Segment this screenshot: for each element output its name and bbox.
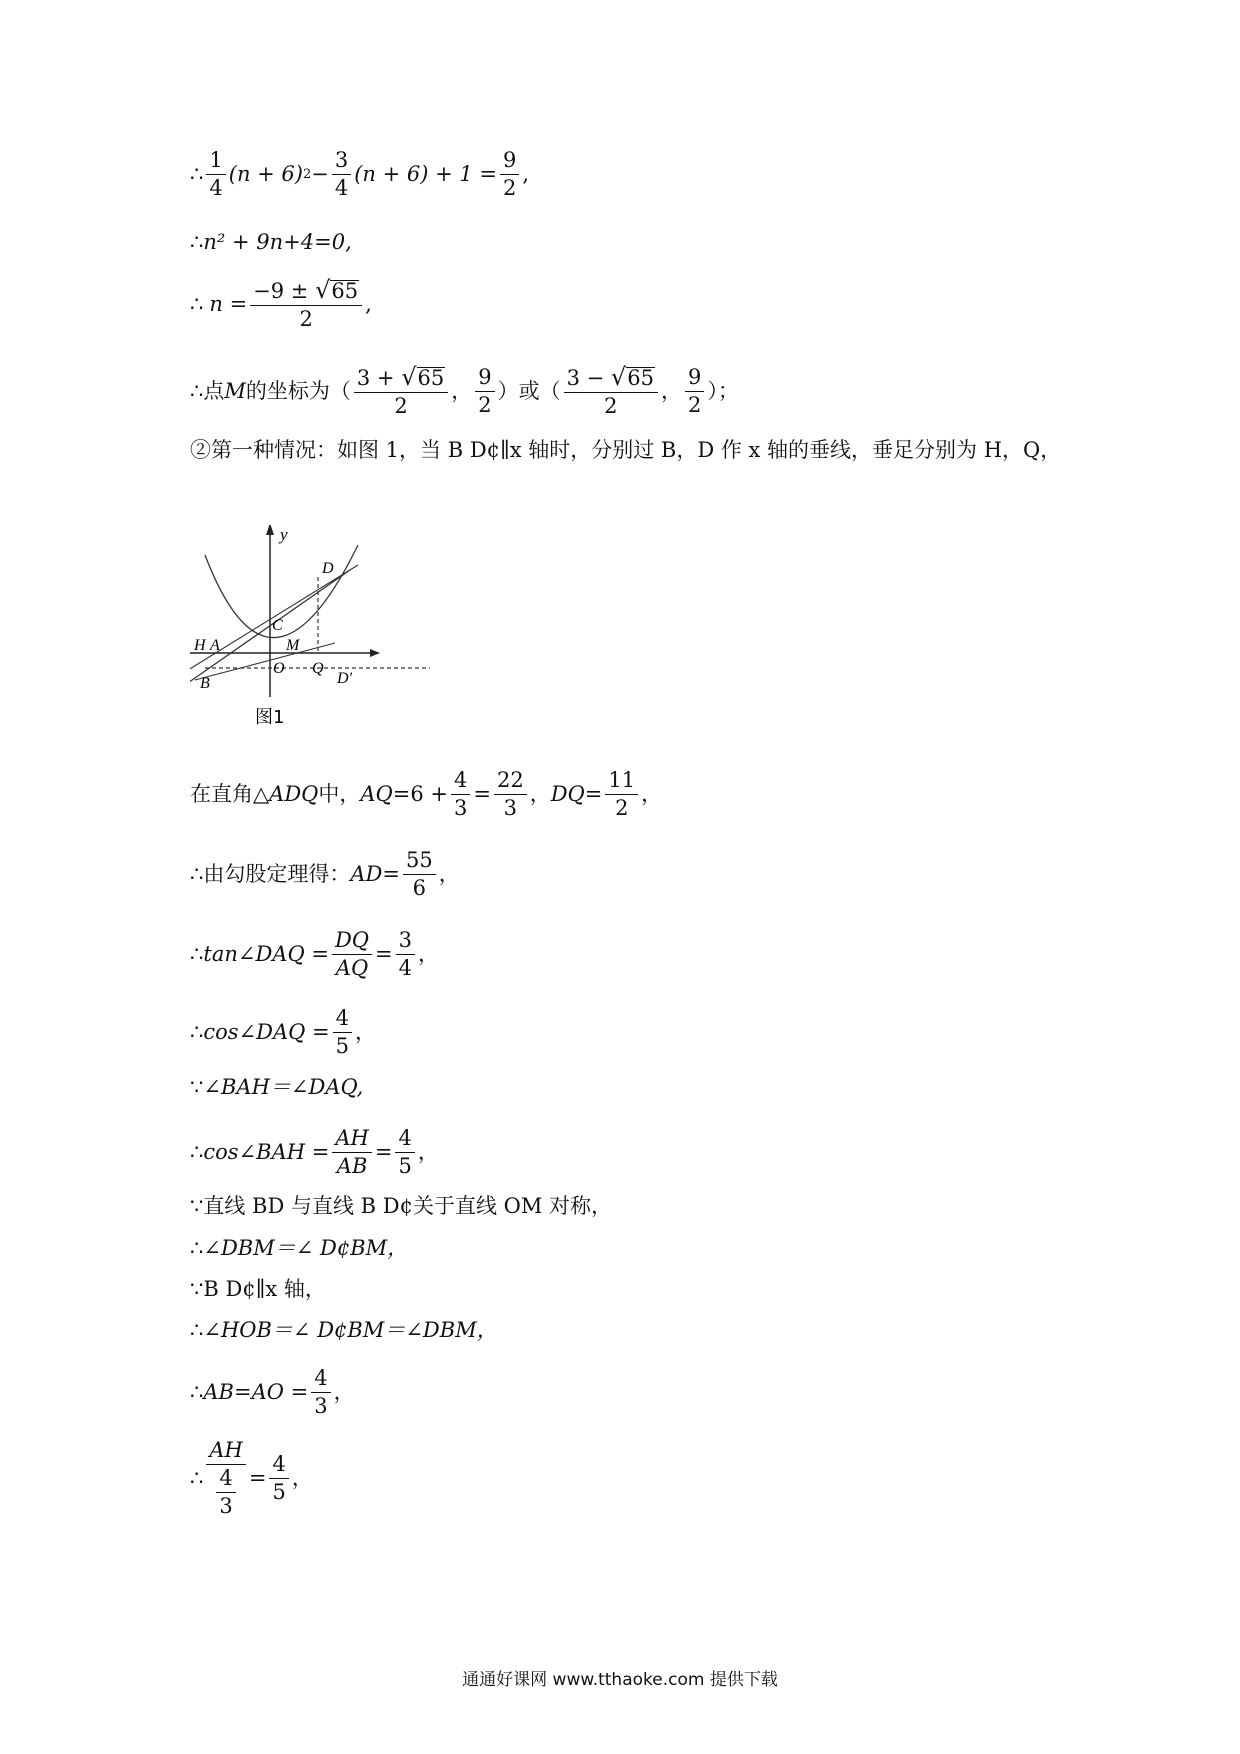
denominator: 5 bbox=[272, 1480, 286, 1504]
label-m: M bbox=[286, 637, 300, 654]
lhs: n = bbox=[209, 291, 248, 316]
fraction bbox=[250, 278, 362, 330]
fraction bbox=[500, 150, 519, 199]
denominator: 3 bbox=[314, 1394, 328, 1418]
text: =6 + bbox=[392, 782, 448, 806]
figure-caption: 图1 bbox=[255, 707, 285, 728]
therefore-symbol: ∴ bbox=[190, 230, 204, 254]
fraction bbox=[475, 364, 494, 417]
term: (n + 6) + 1 = bbox=[354, 162, 498, 186]
punctuation: , bbox=[522, 162, 530, 186]
therefore-symbol: ∴ bbox=[190, 1466, 204, 1490]
fraction bbox=[685, 364, 704, 417]
therefore-symbol: ∴ bbox=[190, 291, 204, 316]
numerator: 4 bbox=[311, 1368, 330, 1393]
therefore-symbol: ∴ bbox=[190, 1318, 204, 1342]
numerator: 3 bbox=[332, 150, 351, 175]
text: 中， bbox=[318, 782, 361, 806]
equation-8 bbox=[190, 1008, 376, 1057]
exponent: 2 bbox=[302, 167, 312, 182]
text: ）或（ bbox=[497, 378, 561, 403]
denominator: 2 bbox=[503, 176, 517, 200]
numerator: 9 bbox=[475, 367, 494, 392]
label-q: Q bbox=[312, 660, 324, 677]
therefore-symbol: ∴ bbox=[190, 162, 204, 186]
punctuation: ， bbox=[417, 1140, 439, 1164]
graph-diagram bbox=[190, 525, 440, 730]
denominator: AB bbox=[336, 1154, 368, 1178]
denominator: 2 bbox=[478, 392, 492, 417]
text: B D¢∥x 轴， bbox=[203, 1277, 326, 1301]
radicand: 65 bbox=[417, 366, 445, 390]
segment-label: AD bbox=[350, 862, 383, 886]
fraction bbox=[403, 850, 436, 899]
equation-4 bbox=[190, 365, 739, 417]
fraction bbox=[206, 150, 225, 199]
equation-6 bbox=[190, 850, 460, 899]
label-y: y bbox=[280, 525, 288, 544]
numerator: 4 bbox=[451, 770, 470, 795]
segment-label: AQ bbox=[360, 782, 393, 806]
text: = bbox=[382, 862, 400, 886]
fraction bbox=[332, 1128, 371, 1177]
punctuation: ， bbox=[291, 1466, 313, 1490]
label-o: O bbox=[273, 660, 285, 677]
case-2-description bbox=[190, 440, 1061, 461]
punctuation: ， bbox=[529, 782, 551, 806]
punctuation: ， bbox=[355, 1020, 377, 1044]
denominator: 2 bbox=[299, 307, 313, 331]
label-d-prime: D' bbox=[337, 670, 352, 687]
denominator: 2 bbox=[687, 392, 702, 417]
text: = bbox=[374, 1140, 393, 1164]
punctuation: ， bbox=[641, 782, 663, 806]
fraction bbox=[494, 770, 527, 819]
label-d: D bbox=[322, 560, 334, 577]
fraction bbox=[311, 1368, 330, 1417]
lhs: cos∠BAH = bbox=[203, 1140, 330, 1164]
therefore-symbol: ∴ bbox=[190, 1140, 204, 1164]
numerator: 4 bbox=[395, 1128, 414, 1153]
segment-label: DQ bbox=[550, 782, 585, 806]
fraction bbox=[396, 930, 415, 979]
numerator: 11 bbox=[605, 770, 638, 795]
therefore-symbol: ∴ bbox=[190, 1380, 204, 1404]
text: = bbox=[248, 1466, 267, 1490]
equation-1 bbox=[190, 150, 529, 199]
numerator: 1 bbox=[206, 150, 225, 175]
therefore-symbol: ∴ bbox=[190, 1020, 204, 1044]
text: ）； bbox=[707, 378, 739, 403]
equation-text: ∠HOB＝∠ D¢BM＝∠DBM， bbox=[203, 1318, 498, 1342]
denominator: 5 bbox=[398, 1154, 412, 1178]
radicand: 65 bbox=[627, 366, 654, 390]
radical-sign: √ bbox=[315, 276, 331, 304]
numerator-part: −9 ± bbox=[253, 279, 316, 303]
denominator: 4 bbox=[334, 176, 349, 200]
equation-13 bbox=[190, 1279, 326, 1300]
operator: − bbox=[311, 162, 329, 186]
because-symbol: ∵ bbox=[190, 1277, 204, 1301]
label-b: B bbox=[200, 675, 210, 692]
label-a: A bbox=[210, 637, 220, 654]
radicand: 65 bbox=[331, 279, 359, 303]
compound-fraction bbox=[206, 1440, 245, 1517]
triangle-label: ADQ bbox=[269, 782, 319, 806]
denominator: 2 bbox=[394, 394, 408, 418]
punctuation: ， bbox=[451, 378, 473, 403]
therefore-symbol: ∴ bbox=[190, 862, 204, 886]
numerator: 55 bbox=[403, 850, 436, 875]
y-axis-arrow bbox=[266, 525, 274, 535]
punctuation: ， bbox=[333, 1380, 355, 1404]
therefore-symbol: ∴ bbox=[190, 942, 204, 966]
numerator: AH bbox=[332, 1128, 371, 1153]
fraction bbox=[332, 150, 351, 199]
numerator: AH bbox=[206, 1440, 245, 1465]
denominator: 3 bbox=[219, 1494, 233, 1518]
figure-1 bbox=[190, 525, 440, 730]
fraction bbox=[395, 1128, 414, 1177]
numerator: 9 bbox=[500, 150, 519, 175]
numerator: 22 bbox=[494, 770, 527, 795]
radical-sign: √ bbox=[401, 363, 417, 391]
numerator: 3 bbox=[396, 930, 415, 955]
numerator: 4 bbox=[333, 1008, 352, 1033]
numerator: 4 bbox=[216, 1468, 235, 1493]
denominator: 4 bbox=[209, 176, 223, 200]
lhs: cos∠DAQ = bbox=[203, 1020, 330, 1044]
numerator bbox=[354, 365, 448, 393]
label-c: C bbox=[272, 617, 283, 634]
sqrt bbox=[611, 365, 655, 389]
equation-15 bbox=[190, 1368, 355, 1417]
numerator-part: 3 + bbox=[356, 366, 402, 390]
denominator: 2 bbox=[604, 394, 618, 418]
therefore-symbol: ∴ bbox=[190, 1236, 204, 1260]
equation-16 bbox=[190, 1440, 313, 1517]
point-label: M bbox=[224, 378, 246, 403]
equation-9 bbox=[190, 1077, 363, 1098]
text: ②第一种情况：如图 1，当 B D¢∥x 轴时，分别过 B，D 作 x 轴的垂线，垂足分别为 H，Q， bbox=[190, 438, 1062, 462]
equation-10 bbox=[190, 1128, 439, 1177]
lhs: tan∠DAQ = bbox=[203, 942, 329, 966]
denominator bbox=[210, 1465, 241, 1517]
text: = bbox=[375, 942, 393, 966]
numerator: DQ bbox=[332, 930, 372, 955]
fraction bbox=[354, 365, 448, 417]
because-symbol: ∵ bbox=[190, 1194, 204, 1218]
page-footer: 通通好课网 www.tthaoke.com 提供下载 bbox=[462, 1670, 778, 1690]
numerator bbox=[250, 278, 362, 306]
denominator: 3 bbox=[503, 796, 518, 820]
text: 的坐标为（ bbox=[245, 378, 351, 403]
equation-12 bbox=[190, 1238, 408, 1259]
label-h: H bbox=[194, 637, 206, 654]
equation-3 bbox=[190, 278, 372, 330]
because-symbol: ∵ bbox=[190, 1075, 204, 1099]
denominator: 6 bbox=[412, 876, 427, 900]
text: 点 bbox=[203, 378, 225, 403]
fraction bbox=[451, 770, 470, 819]
fraction bbox=[605, 770, 638, 819]
fraction bbox=[332, 930, 372, 979]
x-axis-arrow bbox=[370, 649, 380, 657]
punctuation: ， bbox=[418, 942, 439, 966]
text: = bbox=[473, 782, 491, 806]
equation-14 bbox=[190, 1320, 498, 1341]
equation-5 bbox=[190, 770, 662, 819]
text: 由勾股定理得： bbox=[203, 862, 351, 886]
denominator: 5 bbox=[335, 1034, 350, 1058]
numerator: 4 bbox=[269, 1454, 288, 1479]
punctuation: ， bbox=[660, 378, 682, 403]
radical-sign: √ bbox=[610, 363, 627, 391]
text: 在直角△ bbox=[190, 782, 270, 806]
numerator bbox=[564, 365, 658, 393]
denominator: 3 bbox=[454, 796, 468, 820]
text: 直线 BD 与直线 B D¢关于直线 OM 对称， bbox=[203, 1194, 613, 1218]
denominator: 2 bbox=[615, 796, 629, 820]
equation-7 bbox=[190, 930, 439, 979]
numerator: 9 bbox=[685, 367, 704, 392]
equation-text: n² + 9n+4=0, bbox=[203, 230, 352, 254]
equation-text: ∠BAH＝∠DAQ, bbox=[203, 1075, 364, 1099]
sqrt bbox=[315, 278, 359, 302]
fraction bbox=[269, 1454, 288, 1503]
punctuation: , bbox=[365, 291, 372, 316]
fraction bbox=[564, 365, 658, 417]
inner-fraction bbox=[216, 1468, 235, 1517]
denominator: 4 bbox=[398, 956, 412, 980]
lhs: AB=AO = bbox=[203, 1380, 309, 1404]
punctuation: ， bbox=[438, 862, 460, 886]
numerator-part: 3 − bbox=[566, 366, 611, 390]
equation-11 bbox=[190, 1196, 612, 1217]
therefore-symbol: ∴ bbox=[190, 378, 204, 403]
sqrt bbox=[401, 365, 445, 389]
equation-2 bbox=[190, 232, 352, 253]
denominator: AQ bbox=[335, 956, 369, 980]
fraction bbox=[333, 1008, 352, 1057]
text: = bbox=[584, 782, 603, 806]
term: (n + 6) bbox=[228, 162, 303, 186]
equation-text: ∠DBM＝∠ D¢BM， bbox=[203, 1236, 409, 1260]
